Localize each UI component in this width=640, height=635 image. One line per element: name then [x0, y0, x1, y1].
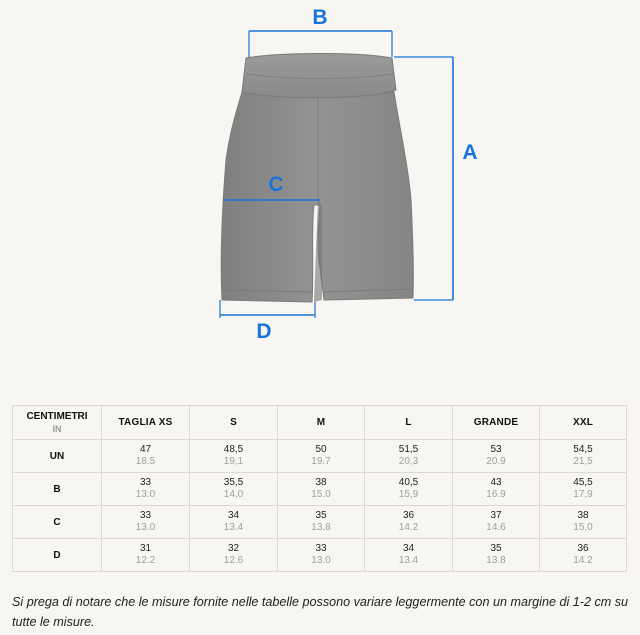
in-value: 13.0 [135, 522, 156, 533]
table-cell [540, 539, 627, 572]
table-cell [453, 506, 540, 539]
row-label: D [13, 539, 102, 572]
size-header-l: L [365, 406, 453, 440]
table-cell [278, 440, 365, 473]
cm-value: 43 [490, 477, 502, 488]
size-chart-table [12, 405, 627, 572]
row-label: UN [13, 440, 102, 473]
table-cell [190, 539, 278, 572]
cm-value: 47 [139, 444, 152, 455]
in-value: 15.0 [311, 489, 331, 500]
in-value: 19.7 [311, 456, 331, 467]
table-cell [102, 440, 190, 473]
in-value: 15.0 [573, 522, 593, 533]
cm-value: 31 [139, 543, 152, 554]
table-row [13, 473, 627, 506]
in-value: 12.6 [223, 555, 244, 566]
unit-header [13, 406, 102, 440]
table-header-row [13, 406, 627, 440]
cm-value: 37 [490, 510, 502, 521]
unit-in-label: IN [52, 423, 62, 434]
cm-value: 48,5 [223, 444, 244, 455]
cm-value: 33 [315, 543, 327, 554]
cm-value: 34 [402, 543, 415, 554]
cm-value: 45,5 [573, 477, 593, 488]
crotch-shadow [314, 200, 322, 302]
cm-value: 35 [315, 510, 327, 521]
table-row [13, 506, 627, 539]
table-cell [365, 440, 453, 473]
label-c: C [268, 173, 284, 196]
cm-value: 38 [315, 477, 327, 488]
table-cell [365, 539, 453, 572]
cm-value: 34 [227, 510, 240, 521]
cm-value: 40,5 [398, 477, 419, 488]
in-value: 21,5 [573, 456, 593, 467]
in-value: 18.5 [135, 456, 156, 467]
in-value: 19,1 [223, 456, 244, 467]
in-value: 20,3 [398, 456, 419, 467]
in-value: 14.6 [486, 522, 506, 533]
in-value: 13.8 [486, 555, 506, 566]
table-cell [540, 440, 627, 473]
in-value: 12.2 [135, 555, 156, 566]
table-cell [190, 473, 278, 506]
table-cell [453, 440, 540, 473]
in-value: 14,0 [223, 489, 244, 500]
label-b: B [312, 6, 328, 29]
table-cell [453, 473, 540, 506]
cm-value: 53 [490, 444, 502, 455]
cm-value: 50 [315, 444, 327, 455]
size-header-xl: GRANDE [453, 406, 540, 440]
shorts-illustration [221, 54, 413, 303]
table-cell [102, 473, 190, 506]
in-value: 13.0 [135, 489, 156, 500]
cm-value: 54,5 [573, 444, 593, 455]
dimension-d [220, 300, 315, 343]
in-value: 14.2 [573, 555, 593, 566]
label-a: A [462, 141, 478, 164]
table-cell [365, 473, 453, 506]
table-cell [102, 506, 190, 539]
row-label: B [13, 473, 102, 506]
cm-value: 35,5 [223, 477, 244, 488]
cm-value: 35 [490, 543, 502, 554]
in-value: 20.9 [486, 456, 506, 467]
table-cell [453, 539, 540, 572]
table-row [13, 440, 627, 473]
row-label: C [13, 506, 102, 539]
table-cell [365, 506, 453, 539]
label-d: D [256, 320, 272, 343]
in-value: 15,9 [398, 489, 419, 500]
cm-value: 51,5 [398, 444, 419, 455]
size-header-m: M [278, 406, 365, 440]
in-value: 13.0 [311, 555, 331, 566]
table-cell [190, 506, 278, 539]
cm-value: 33 [139, 510, 152, 521]
table-cell [278, 539, 365, 572]
in-value: 16.9 [486, 489, 506, 500]
in-value: 13.4 [223, 522, 244, 533]
table-row [13, 539, 627, 572]
cm-value: 32 [227, 543, 240, 554]
size-header-xs: TAGLIA XS [102, 406, 190, 440]
size-header-xxl: XXL [540, 406, 627, 440]
dimension-b [249, 6, 392, 57]
table-cell [278, 473, 365, 506]
unit-cm-label: CENTIMETRI [26, 410, 88, 422]
in-value: 13.4 [398, 555, 419, 566]
table-cell [540, 506, 627, 539]
cm-value: 36 [577, 543, 589, 554]
table-cell [278, 506, 365, 539]
measurement-disclaimer: Si prega di notare che le misure fornite nelle tabelle possono variare leggermente con un margine di 1-2 cm su tutte le misure. [12, 595, 629, 629]
table-cell [540, 473, 627, 506]
cm-value: 38 [577, 510, 589, 521]
table-cell [190, 440, 278, 473]
in-value: 13.8 [311, 522, 331, 533]
size-header-s: S [190, 406, 278, 440]
table-cell [102, 539, 190, 572]
in-value: 17,9 [573, 489, 593, 500]
in-value: 14.2 [398, 522, 419, 533]
cm-value: 36 [402, 510, 415, 521]
cm-value: 33 [139, 477, 152, 488]
